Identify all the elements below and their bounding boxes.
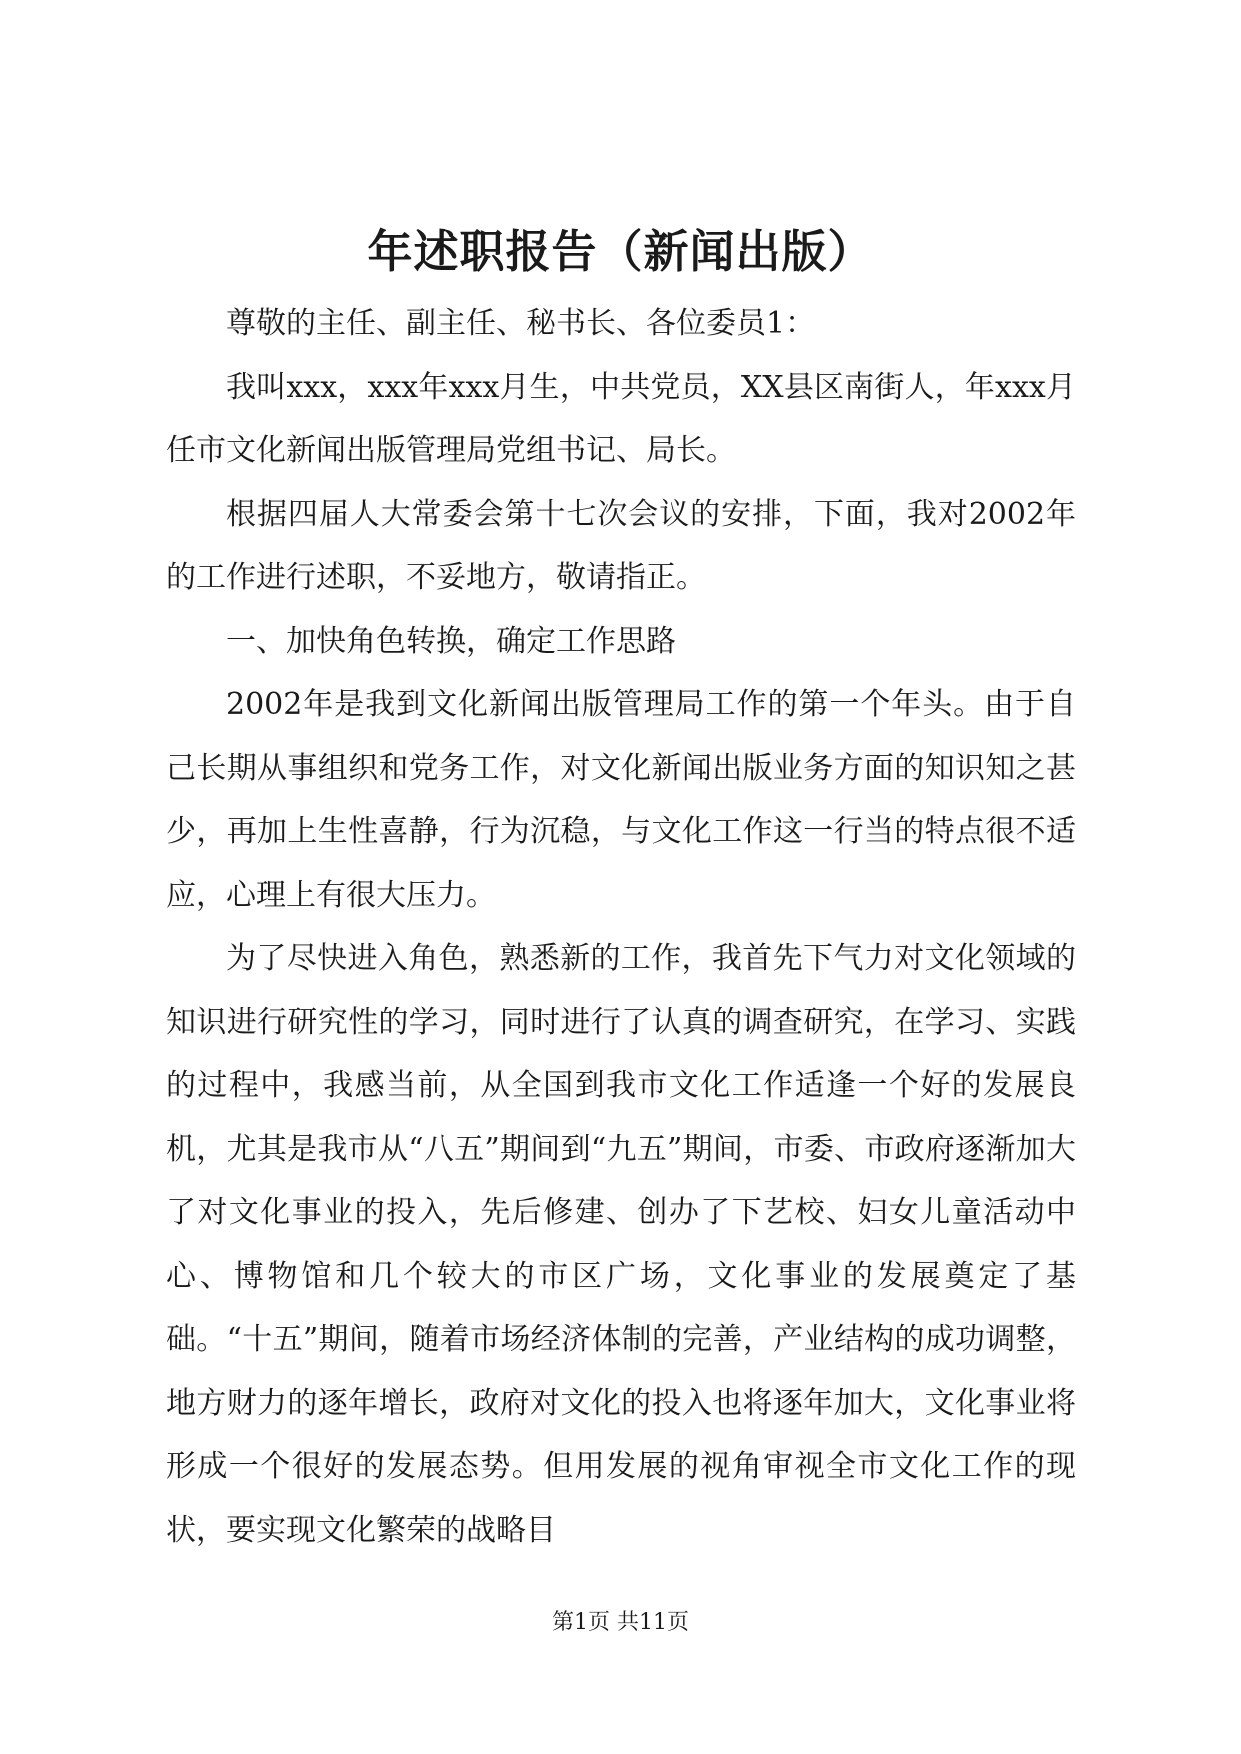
- paragraph-background: 2002年是我到文化新闻出版管理局工作的第一个年头。由于自己长期从事组织和党务工作，对文化新闻出版业务方面的知识知之甚少，再加上生性喜静，行为沉稳，与文化工作这一行当的特点很不适应，心理上有很大压力。: [166, 687, 1076, 913]
- section-heading: 一、加快角色转换，确定工作思路: [226, 623, 676, 659]
- paragraph-analysis: 为了尽快进入角色，熟悉新的工作，我首先下气力对文化领域的知识进行研究性的学习，同时进行了认真的调查研究，在学习、实践的过程中，我感当前，从全国到我市文化工作适逢一个好的发展良机，尤其是我市从“八五”期间到“九五”期间，市委、市政府逐渐加大了对文化事业的投入，先后修建、创办了下艺校、妇女儿童活动中心、博物馆和几个较大的市区广场，文化事业的发展奠定了基础。“十五”期间，随着市场经济体制的完善，产业结构的成功调整，地方财力的逐年增长，政府对文化的投入也将逐年加大，文化事业将形成一个很好的发展态势。但用发展的视角审视全市文化工作的现状，要实现文化繁荣的战略目: [166, 941, 1076, 1548]
- document-title: 年述职报告（新闻出版）: [367, 225, 874, 278]
- paragraph-purpose: 根据四届人大常委会第十七次会议的安排，下面，我对2002年的工作进行述职，不妥地方，敬请指正。: [166, 496, 1076, 595]
- document-body: [166, 292, 1076, 1562]
- page-footer: 第1页 共11页: [552, 1610, 689, 1635]
- paragraph-salutation: 尊敬的主任、副主任、秘书长、各位委员1：: [226, 306, 816, 341]
- paragraph-introduction: 我叫xxx，xxx年xxx月生，中共党员，XX县区南街人，年xxx月任市文化新闻出版管理局党组书记、局长。: [166, 369, 1076, 468]
